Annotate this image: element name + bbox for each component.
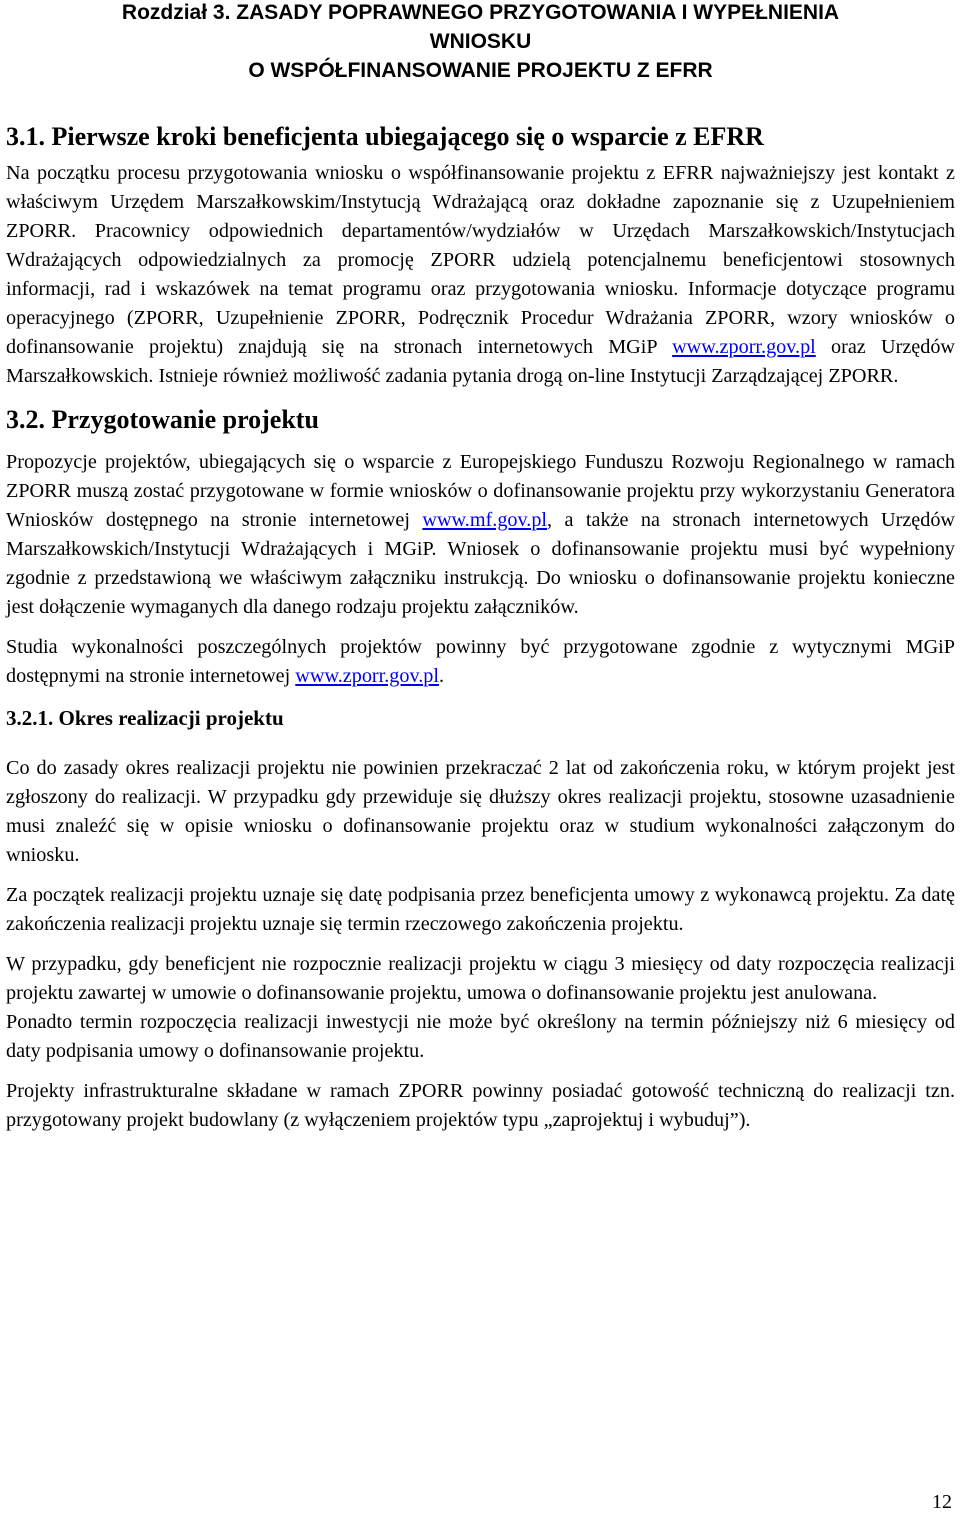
paragraph-text: oraz Urzędów Marszałkowskich. Istnieje również możliwość zadania pytania drogą on-line Instytucji Zarządzającej ZPORR. <box>6 336 955 387</box>
page-number: 12 <box>932 1491 952 1513</box>
section-3-2-1-paragraph-5: Projekty infrastrukturalne składane w ramach ZPORR powinny posiadać gotowość techniczną do realizacji tzn. przygotowany projekt budowlany (z wyłączeniem projektów typu „zaprojektuj i wybuduj”). <box>6 1080 955 1131</box>
paragraph-text: . <box>439 665 445 687</box>
section-3-2-1-paragraph-2: Za początek realizacji projektu uznaje się datę podpisania przez beneficjenta umowy z wykonawcą projektu. Za datę zakończenia realizacji projektu uznaje się termin rzeczowego zakończenia projektu. <box>6 884 955 935</box>
section-3-2-1-paragraph-1: Co do zasady okres realizacji projektu nie powinien przekraczać 2 lat od zakończenia roku, w którym projekt jest zgłoszony do realizacji. W przypadku gdy przewiduje się dłuższy okres realizacji projektu, stosowne uzasadnienie musi znaleźć się w opisie wniosku o dofinansowanie projektu oraz w studium wykonalności załączonym do wniosku. <box>6 757 955 866</box>
paragraph-text: , a także na stronach internetowych Urzędów Marszałkowskich/Instytucji Wdrażających i MGiP. Wniosek o dofinansowanie projektu musi być wypełniony zgodnie z przedstawioną we właściwym załączniku instrukcją. Do wniosku o dofinansowanie projektu konieczne jest dołączenie wymaganych dla danego rodzaju projektu załączników. <box>6 509 955 618</box>
section-3-2-1-heading: 3.2.1. Okres realizacji projektu <box>6 706 284 730</box>
chapter-title-line-1: Rozdział 3. ZASADY POPRAWNEGO PRZYGOTOWANIA I WYPEŁNIENIA <box>121 1 840 24</box>
zporr-link[interactable]: www.zporr.gov.pl <box>672 336 816 358</box>
chapter-title <box>6 0 955 85</box>
zporr-link-2[interactable]: www.zporr.gov.pl <box>295 665 440 687</box>
section-3-2-paragraph-1 <box>6 448 955 622</box>
section-3-1-heading: 3.1. Pierwsze kroki beneficjenta ubiegającego się o wsparcie z EFRR <box>6 122 764 151</box>
section-3-2-heading: 3.2. Przygotowanie projektu <box>6 405 319 434</box>
section-3-2-1-paragraph-3: W przypadku, gdy beneficjent nie rozpocznie realizacji projektu w ciągu 3 miesięcy od daty rozpoczęcia realizacji projektu zawartej w umowie o dofinansowanie projektu, umowa o dofinansowanie projektu jest anulowana. <box>6 953 955 1004</box>
mf-link[interactable]: www.mf.gov.pl <box>422 509 548 531</box>
chapter-title-line-2: WNIOSKU <box>429 30 532 53</box>
section-3-2-1-paragraph-4: Ponadto termin rozpoczęcia realizacji inwestycji nie może być określony na termin późniejszy niż 6 miesięcy od daty podpisania umowy o dofinansowanie projektu. <box>6 1011 955 1062</box>
section-3-1-paragraph <box>6 159 955 391</box>
paragraph-text: Na początku procesu przygotowania wniosku o współfinansowanie projektu z EFRR najważniejszy jest kontakt z właściwym Urzędem Marszałkowskim/Instytucją Wdrażającą oraz dokładne zapoznanie się z Uzupełnieniem ZPORR. Pracownicy odpowiednich departamentów/wydziałów w Urzędach Marszałkowskich/Instytucjach Wdrażających odpowiedzialnych za promocję ZPORR udzielą potencjalnemu beneficjentowi stosownych informacji, rad i wskazówek na temat programu oraz przygotowania wniosku. Informacje dotyczące programu operacyjnego (ZPORR, Uzupełnienie ZPORR, Podręcznik Procedur Wdrażania ZPORR, wzory wniosków o dofinansowanie projektu) znajdują się na stronach internetowych MGiP <box>6 162 955 358</box>
paragraph-text: Propozycje projektów, ubiegających się o wsparcie z Europejskiego Funduszu Rozwoju Regionalnego w ramach ZPORR muszą zostać przygotowane w formie wniosków o dofinansowanie projektu przy wykorzystaniu Generatora Wniosków dostępnego na stronie internetowej <box>6 451 955 531</box>
paragraph-text: Studia wykonalności poszczególnych projektów powinny być przygotowane zgodnie z wytycznymi MGiP dostępnymi na stronie internetowej <box>6 636 955 687</box>
document-page <box>6 0 955 1135</box>
chapter-title-line-3: O WSPÓŁFINANSOWANIE PROJEKTU Z EFRR <box>248 59 713 82</box>
section-3-2-paragraph-2 <box>6 633 955 691</box>
